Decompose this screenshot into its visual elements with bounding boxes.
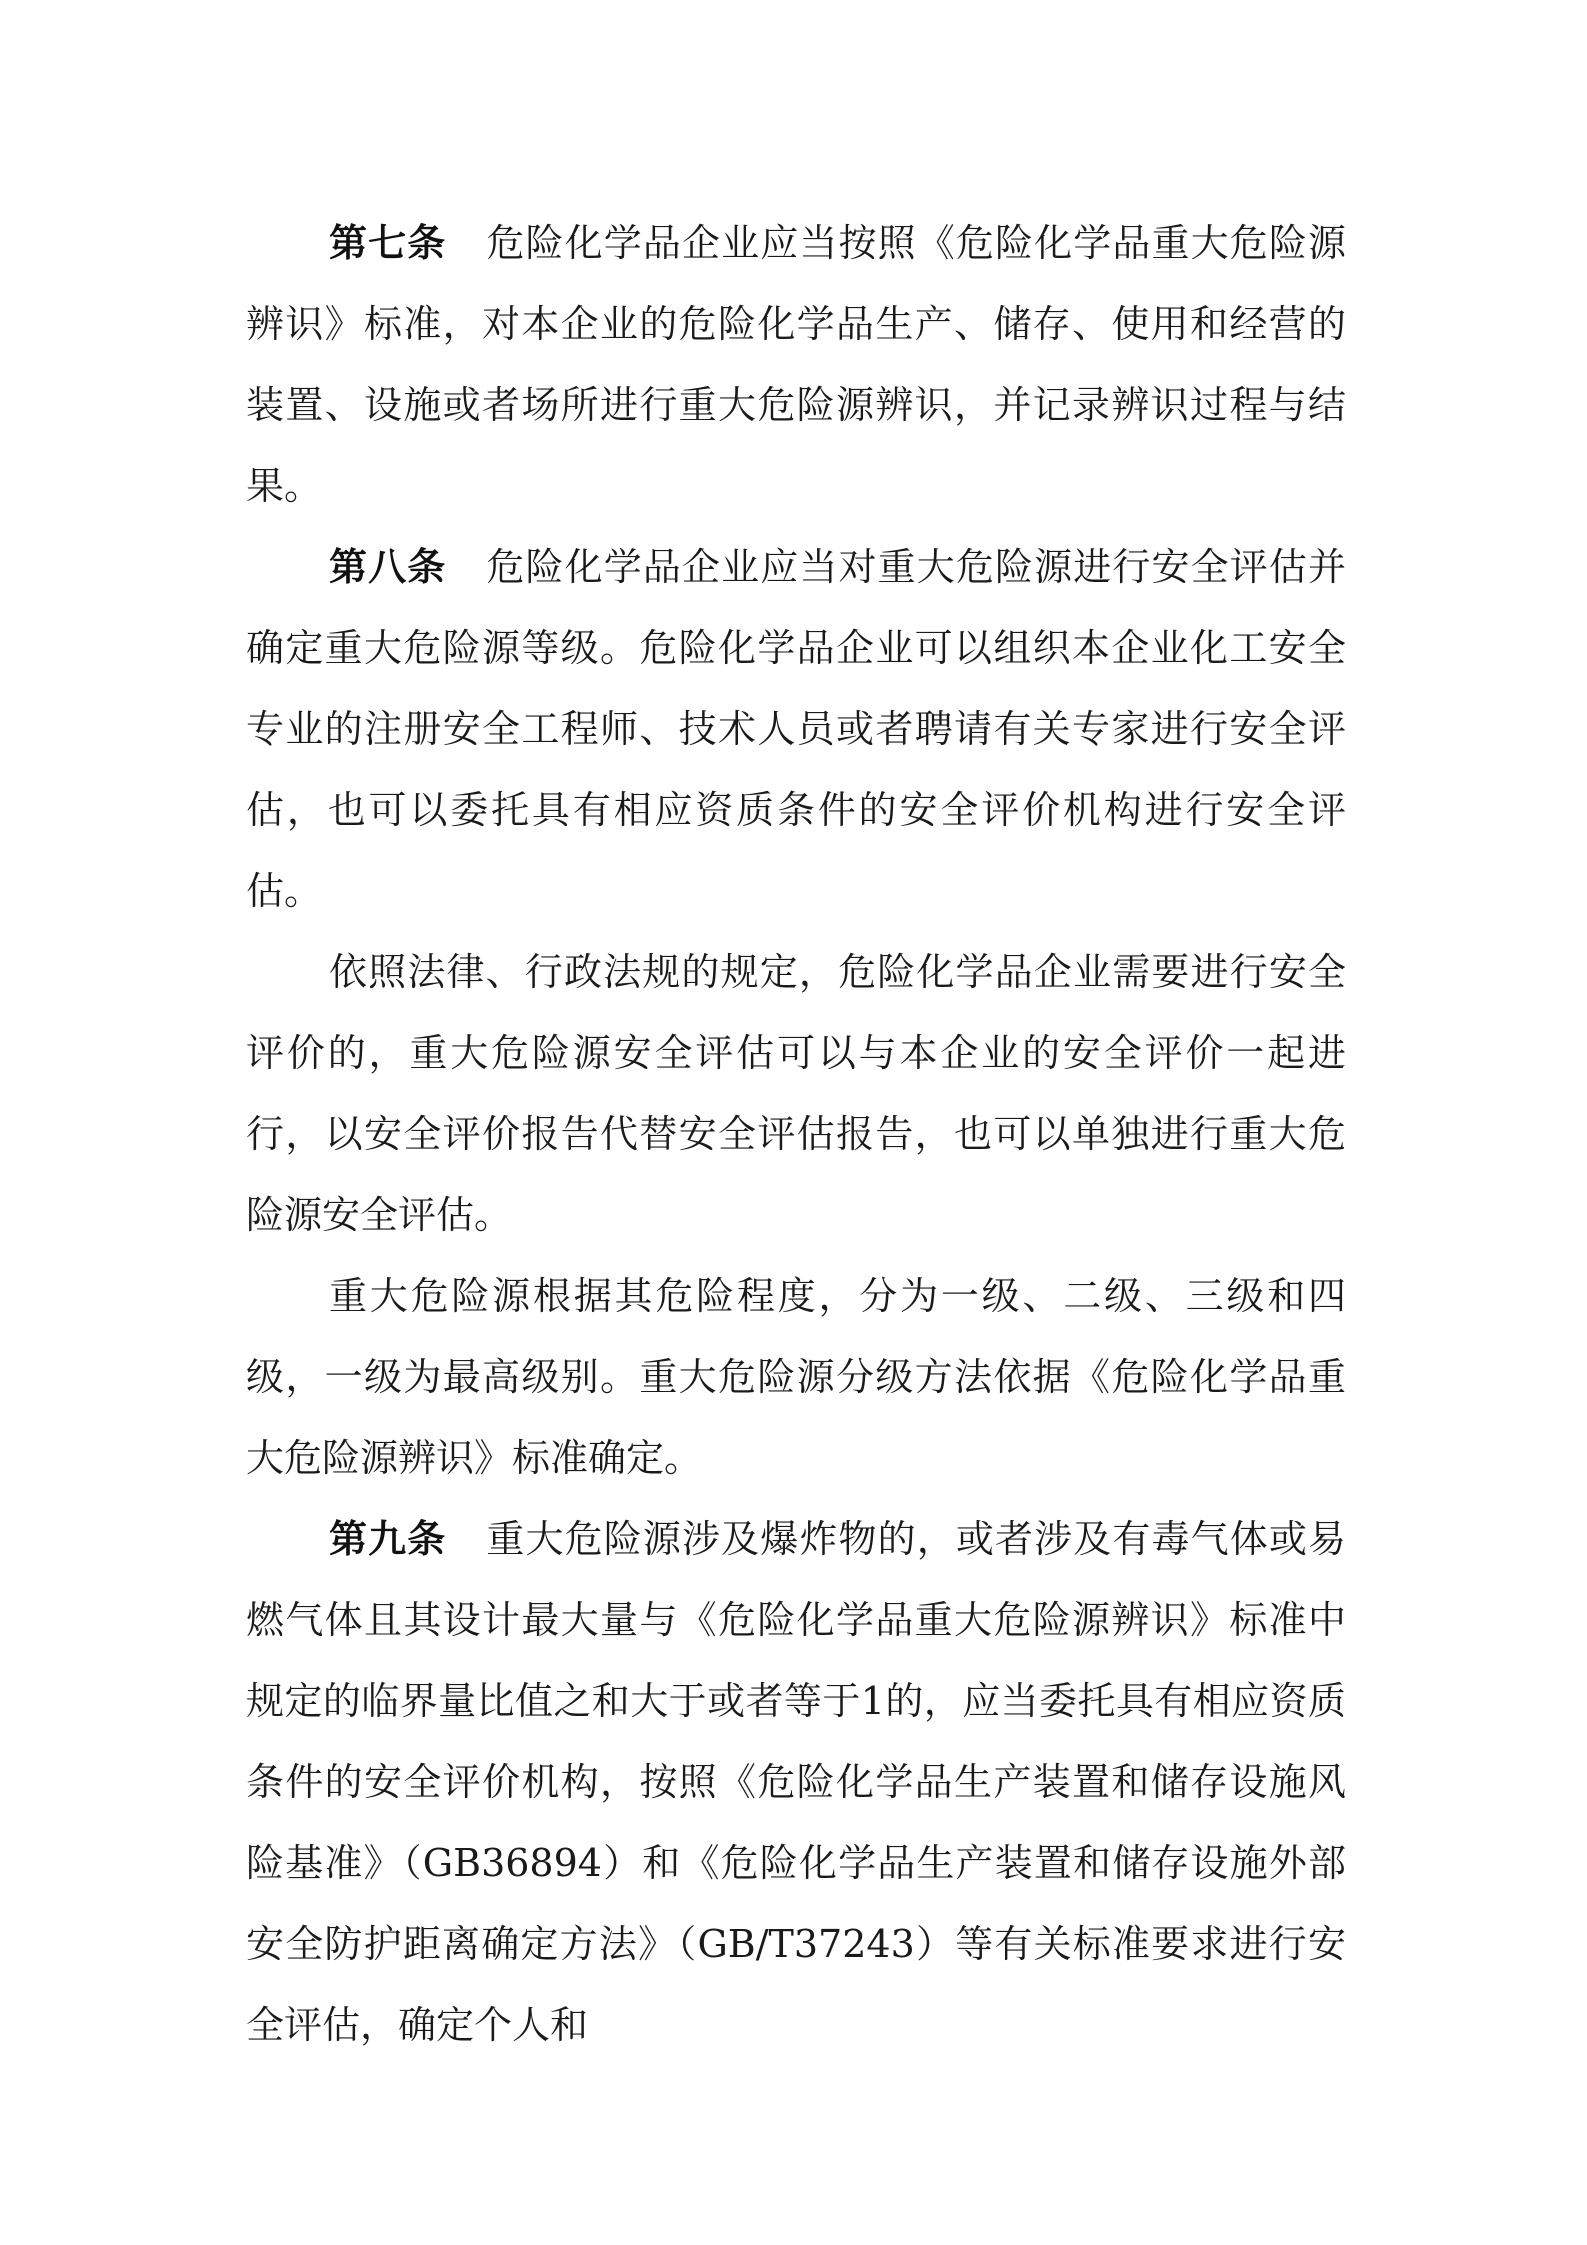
article-7-heading: 第七条 (329, 221, 447, 265)
article-8-heading: 第八条 (329, 545, 447, 589)
article-9-heading: 第九条 (329, 1517, 447, 1561)
article-8-paragraph-3 (246, 1256, 1346, 1499)
article-8-text-3: 重大危险源根据其危险程度，分为一级、二级、三级和四级，一级为最高级别。重大危险源分级方法依据《危险化学品重大危险源辨识》标准确定。 (246, 1274, 1346, 1480)
article-8-paragraph (246, 527, 1346, 932)
article-7-text: 危险化学品企业应当按照《危险化学品重大危险源辨识》标准，对本企业的危险化学品生产、储存、使用和经营的装置、设施或者场所进行重大危险源辨识，并记录辨识过程与结果。 (246, 221, 1346, 508)
article-7-paragraph (246, 203, 1346, 527)
article-8-text: 危险化学品企业应当对重大危险源进行安全评估并确定重大危险源等级。危险化学品企业可以组织本企业化工安全专业的注册安全工程师、技术人员或者聘请有关专家进行安全评估，也可以委托具有相应资质条件的安全评价机构进行安全评估。 (246, 545, 1346, 913)
document-body (246, 203, 1346, 2066)
article-8-paragraph-2 (246, 932, 1346, 1256)
article-8-text-2: 依照法律、行政法规的规定，危险化学品企业需要进行安全评价的，重大危险源安全评估可以与本企业的安全评价一起进行，以安全评价报告代替安全评估报告，也可以单独进行重大危险源安全评估。 (246, 950, 1346, 1237)
article-9-paragraph (246, 1499, 1346, 2066)
article-9-text: 重大危险源涉及爆炸物的，或者涉及有毒气体或易燃气体且其设计最大量与《危险化学品重大危险源辨识》标准中规定的临界量比值之和大于或者等于1的，应当委托具有相应资质条件的安全评价机构，按照《危险化学品生产装置和储存设施风险基准》（GB36894）和《危险化学品生产装置和储存设施外部安全防护距离确定方法》（GB/T37243）等有关标准要求进行安全评估，确定个人和 (246, 1517, 1346, 2047)
